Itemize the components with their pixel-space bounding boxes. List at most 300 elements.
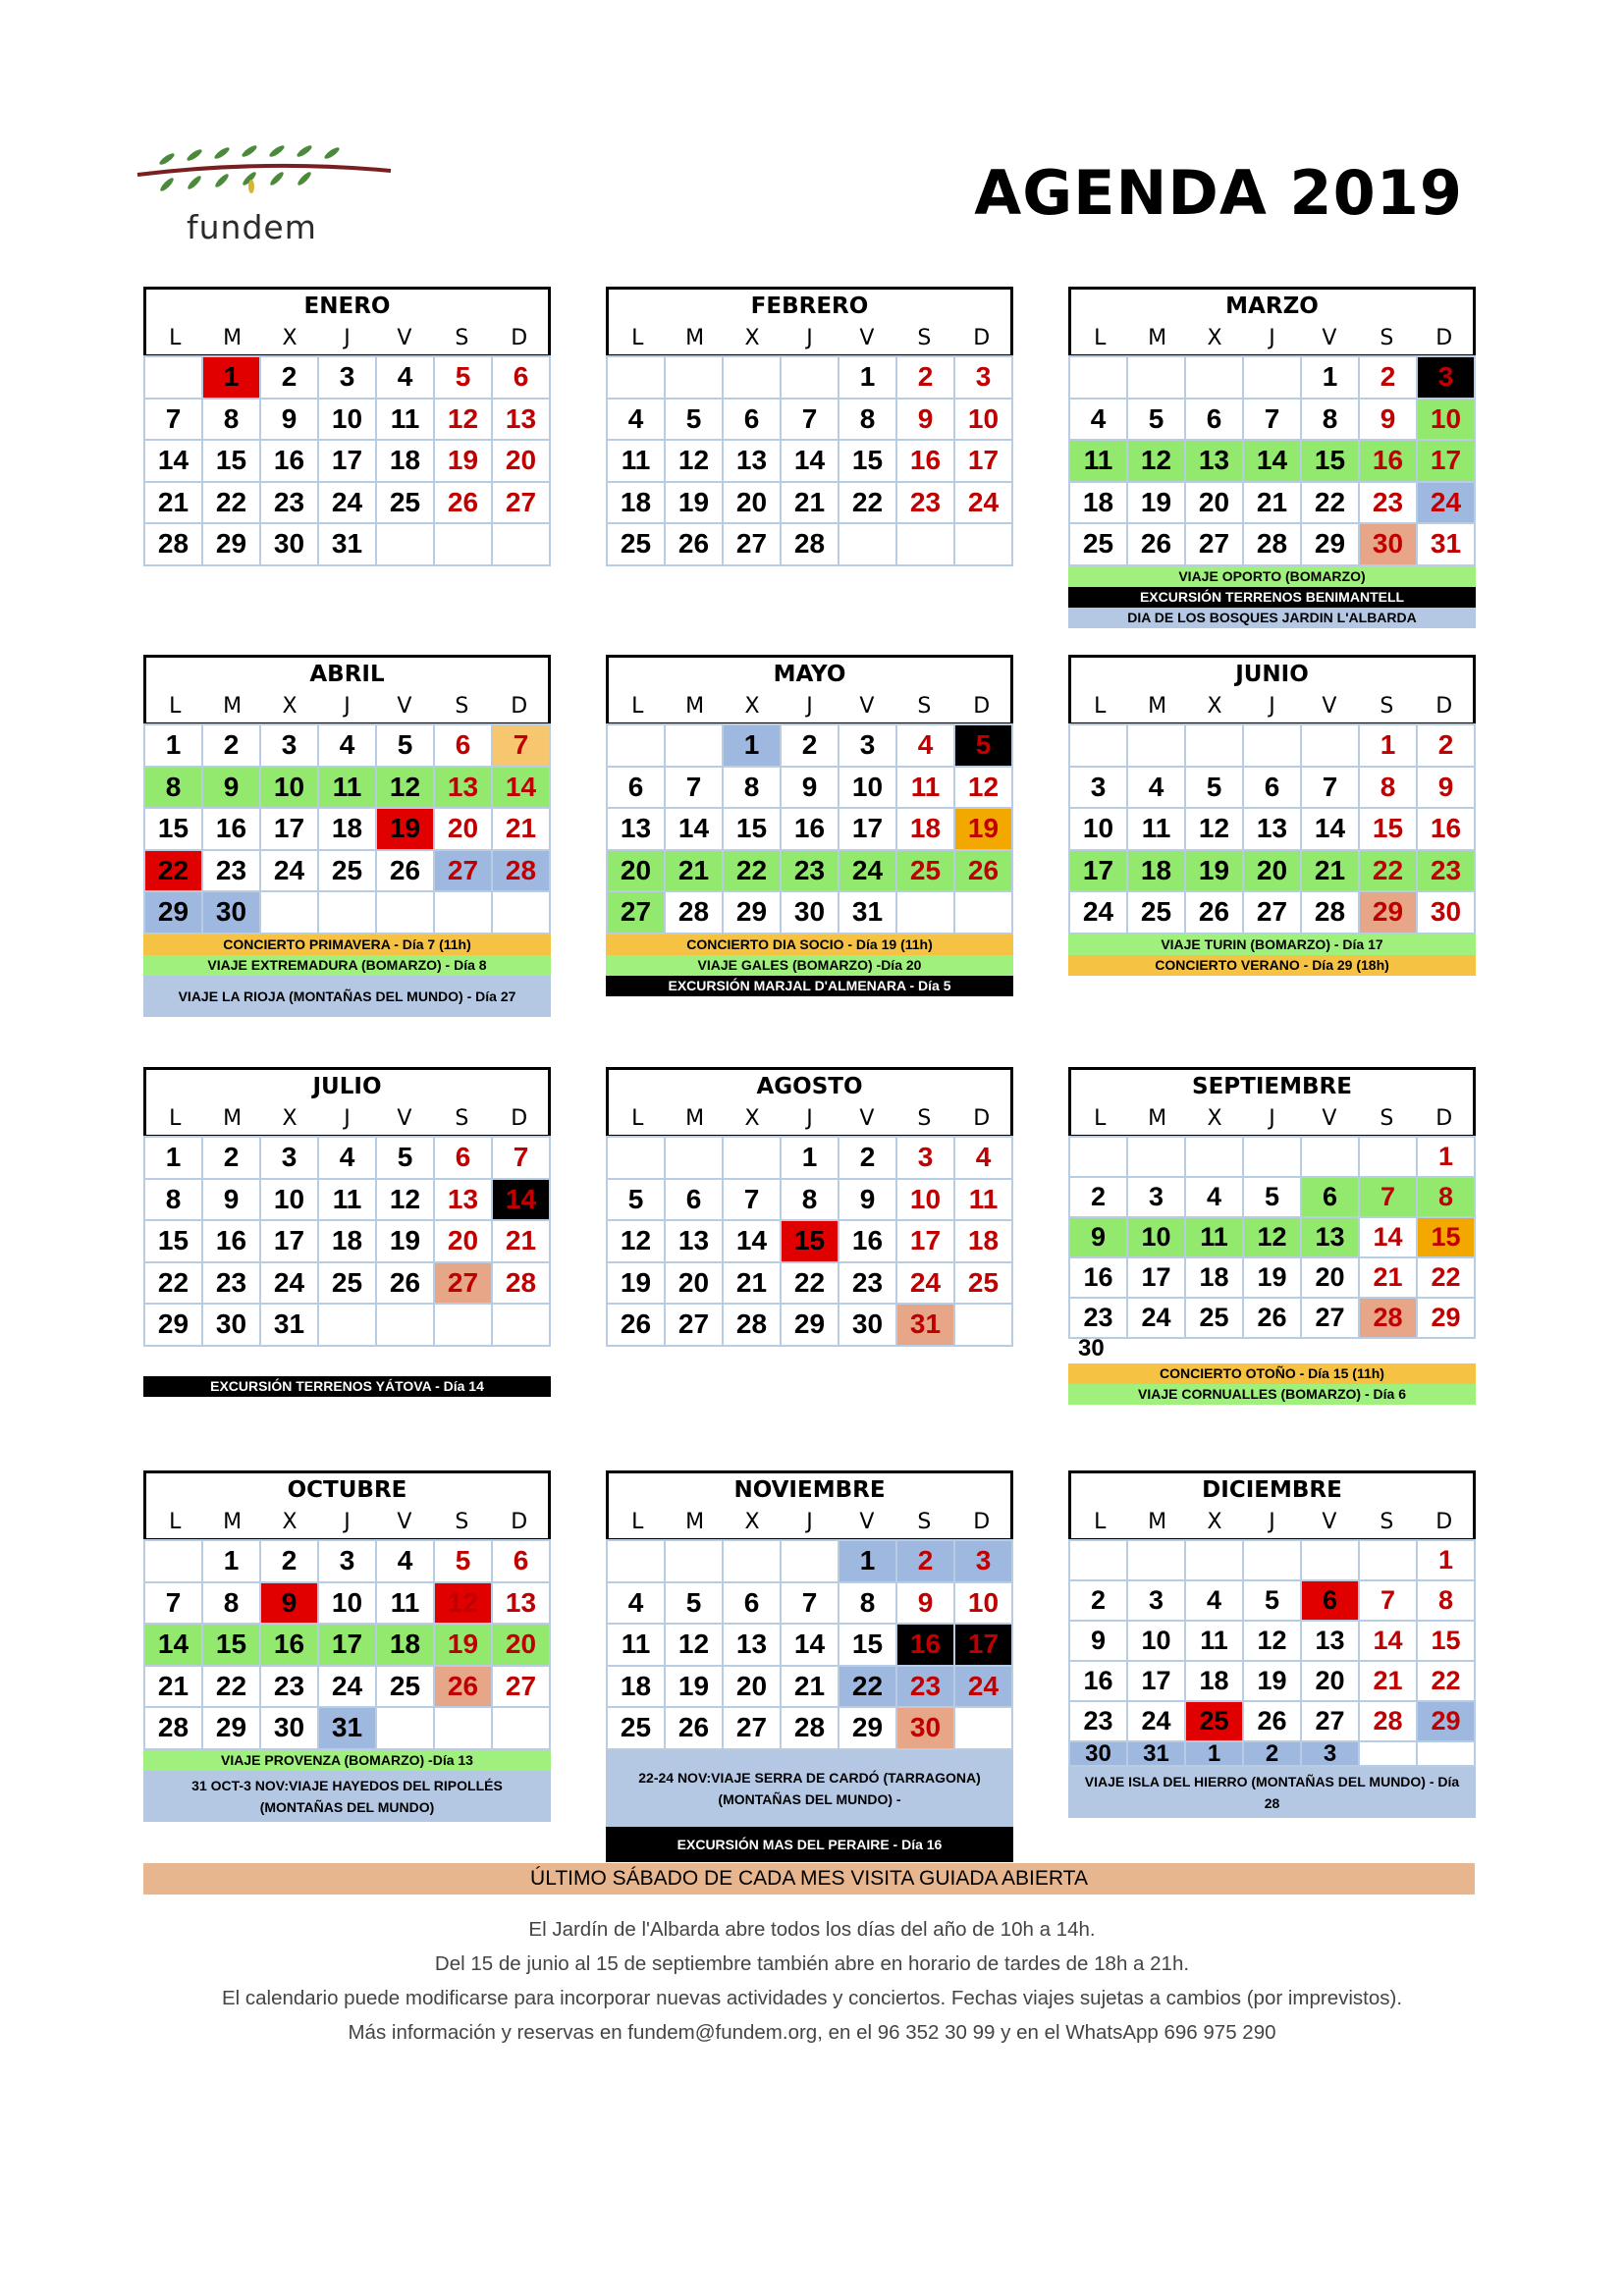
day-cell: 25 bbox=[1068, 522, 1128, 566]
week-row bbox=[1068, 1662, 1476, 1702]
weekday-sun: D bbox=[1435, 1106, 1453, 1131]
weekday-sun: D bbox=[973, 326, 991, 350]
day-cell: 22 bbox=[201, 1665, 261, 1709]
day-cell: 14 bbox=[143, 1623, 203, 1667]
day-cell: 23 bbox=[201, 1261, 261, 1306]
day-cell: 12 bbox=[1242, 1620, 1302, 1662]
day-cell: 8 bbox=[1358, 766, 1418, 810]
event-note: CONCIERTO DIA SOCIO - Día 19 (11h) bbox=[606, 934, 1013, 955]
day-cell: 11 bbox=[606, 1623, 666, 1667]
footer-line: El Jardín de l'Albarda abre todos los días del año de 10h a 14h. bbox=[528, 1918, 1096, 1941]
day-cell: 1 bbox=[780, 1136, 839, 1180]
month-title: ENERO bbox=[143, 287, 551, 322]
day-cell: 21 bbox=[491, 1219, 551, 1263]
day-cell: 6 bbox=[1184, 398, 1244, 442]
weekday-fri: V bbox=[1322, 1510, 1337, 1534]
week-row bbox=[606, 809, 1013, 851]
empty-cell bbox=[664, 1136, 724, 1180]
week-row bbox=[1068, 1742, 1476, 1767]
weekday-sat: S bbox=[1380, 1510, 1394, 1534]
empty-cell bbox=[838, 522, 897, 566]
empty-cell bbox=[722, 355, 782, 400]
day-cell: 11 bbox=[1126, 807, 1186, 851]
event-note: 22-24 NOV:VIAJE SERRA DE CARDÓ (TARRAGONA) (MONTAÑAS DEL MUNDO) - bbox=[606, 1750, 1013, 1827]
month-junio bbox=[1068, 655, 1476, 976]
day-cell: 3 bbox=[259, 723, 319, 768]
empty-cell bbox=[1068, 723, 1128, 768]
empty-cell bbox=[375, 1706, 435, 1750]
day-cell: 6 bbox=[1300, 1176, 1360, 1218]
day-cell: 28 bbox=[143, 1706, 203, 1750]
weekday-thu: J bbox=[344, 1106, 351, 1131]
day-cell: 27 bbox=[1242, 890, 1302, 934]
footer-line: El calendario puede modificarse para incorporar nuevas actividades y conciertos. Fechas viajes sujetas a cambios (por imprevistos). bbox=[221, 1987, 1403, 2009]
day-cell: 1 bbox=[838, 355, 897, 400]
weekday-header bbox=[1068, 322, 1476, 357]
day-cell: 26 bbox=[664, 1706, 724, 1750]
day-cell: 21 bbox=[1300, 849, 1360, 893]
day-cell: 2 bbox=[201, 1136, 261, 1180]
day-cell: 6 bbox=[664, 1178, 724, 1222]
week-row bbox=[143, 851, 551, 893]
week-row bbox=[1068, 400, 1476, 442]
day-cell: 5 bbox=[433, 355, 493, 400]
day-cell: 19 bbox=[433, 439, 493, 483]
weekday-tue: M bbox=[223, 1106, 243, 1131]
day-cell: 1 bbox=[1358, 723, 1418, 768]
day-cell: 14 bbox=[491, 766, 551, 810]
day-cell: 4 bbox=[606, 398, 666, 442]
weekday-wed: X bbox=[1207, 1106, 1222, 1131]
day-cell: 24 bbox=[317, 1665, 377, 1709]
weekday-sat: S bbox=[1380, 326, 1394, 350]
day-cell: 27 bbox=[606, 890, 666, 934]
guided-visit-banner: ÚLTIMO SÁBADO DE CADA MES VISITA GUIADA ABIERTA bbox=[143, 1863, 1475, 1895]
day-cell: 19 bbox=[1242, 1256, 1302, 1299]
day-cell: 11 bbox=[1184, 1620, 1244, 1662]
day-cell: 23 bbox=[1416, 849, 1476, 893]
day-cell: 19 bbox=[606, 1261, 666, 1306]
day-cell: 9 bbox=[895, 398, 955, 442]
day-cell: 20 bbox=[722, 1665, 782, 1709]
empty-cell bbox=[1242, 1136, 1302, 1178]
empty-cell bbox=[1242, 723, 1302, 768]
day-cell: 27 bbox=[433, 849, 493, 893]
day-cell: 7 bbox=[1358, 1579, 1418, 1622]
event-note: EXCURSIÓN TERRENOS YÁTOVA - Día 14 bbox=[143, 1376, 551, 1397]
empty-cell bbox=[1416, 1740, 1476, 1767]
day-cell: 25 bbox=[1126, 890, 1186, 934]
weekday-header bbox=[1068, 1102, 1476, 1138]
day-cell: 7 bbox=[491, 1136, 551, 1180]
day-cell: 28 bbox=[780, 522, 839, 566]
day-cell: 16 bbox=[895, 1623, 955, 1667]
day-cell: 23 bbox=[259, 1665, 319, 1709]
week-row bbox=[143, 1138, 551, 1180]
day-cell: 28 bbox=[780, 1706, 839, 1750]
day-cell: 17 bbox=[895, 1219, 955, 1263]
day-cell: 13 bbox=[1300, 1216, 1360, 1258]
weekday-mon: L bbox=[631, 1510, 644, 1534]
week-row bbox=[143, 768, 551, 810]
empty-cell bbox=[433, 1303, 493, 1347]
week-row bbox=[1068, 1335, 1476, 1363]
week-row bbox=[606, 1221, 1013, 1263]
month-title: NOVIEMBRE bbox=[606, 1470, 1013, 1506]
day-cell: 5 bbox=[375, 723, 435, 768]
weekday-fri: V bbox=[1322, 326, 1337, 350]
month-octubre bbox=[143, 1470, 551, 1822]
day-cell: 18 bbox=[953, 1219, 1013, 1263]
day-cell: 4 bbox=[895, 723, 955, 768]
day-cell: 16 bbox=[895, 439, 955, 483]
day-cell: 1 bbox=[143, 723, 203, 768]
month-title: OCTUBRE bbox=[143, 1470, 551, 1506]
day-cell: 3 bbox=[895, 1136, 955, 1180]
day-cell: 3 bbox=[1300, 1740, 1360, 1767]
empty-cell bbox=[780, 1539, 839, 1583]
day-cell: 22 bbox=[1300, 481, 1360, 525]
day-cell: 14 bbox=[143, 439, 203, 483]
day-cell: 17 bbox=[317, 1623, 377, 1667]
day-cell: 29 bbox=[780, 1303, 839, 1347]
day-cell: 6 bbox=[491, 1539, 551, 1583]
day-cell: 18 bbox=[1184, 1256, 1244, 1299]
day-cell: 18 bbox=[375, 1623, 435, 1667]
day-cell: 30 bbox=[259, 1706, 319, 1750]
empty-cell bbox=[433, 522, 493, 566]
day-cell: 5 bbox=[375, 1136, 435, 1180]
day-cell: 10 bbox=[895, 1178, 955, 1222]
empty-cell bbox=[1184, 723, 1244, 768]
day-cell: 16 bbox=[201, 807, 261, 851]
weekday-sun: D bbox=[973, 1106, 991, 1131]
day-cell: 9 bbox=[1416, 766, 1476, 810]
day-cell: 10 bbox=[1068, 807, 1128, 851]
weekday-tue: M bbox=[223, 326, 243, 350]
weekday-tue: M bbox=[1148, 1510, 1167, 1534]
day-cell: 5 bbox=[1242, 1176, 1302, 1218]
day-cell: 28 bbox=[491, 849, 551, 893]
empty-cell bbox=[953, 890, 1013, 934]
day-cell: 3 bbox=[953, 355, 1013, 400]
weekday-fri: V bbox=[859, 1106, 875, 1131]
day-cell: 8 bbox=[201, 398, 261, 442]
day-cell: 2 bbox=[895, 1539, 955, 1583]
weekday-wed: X bbox=[744, 326, 760, 350]
day-cell: 18 bbox=[1184, 1660, 1244, 1702]
day-cell: 10 bbox=[953, 1581, 1013, 1626]
month-febrero bbox=[606, 287, 1013, 566]
day-cell: 23 bbox=[201, 849, 261, 893]
day-cell: 17 bbox=[1068, 849, 1128, 893]
month-title: DICIEMBRE bbox=[1068, 1470, 1476, 1506]
day-cell: 30 bbox=[838, 1303, 897, 1347]
weekday-sat: S bbox=[455, 694, 469, 719]
month-title: JUNIO bbox=[1068, 655, 1476, 690]
week-row bbox=[143, 357, 551, 400]
event-note: VIAJE ISLA DEL HIERRO (MONTAÑAS DEL MUNDO) - Día 28 bbox=[1068, 1767, 1476, 1818]
weekday-thu: J bbox=[344, 1510, 351, 1534]
day-cell: 14 bbox=[664, 807, 724, 851]
week-row bbox=[143, 892, 551, 934]
day-cell: 18 bbox=[1068, 481, 1128, 525]
day-cell: 28 bbox=[722, 1303, 782, 1347]
weekday-sat: S bbox=[455, 1510, 469, 1534]
day-cell: 2 bbox=[1416, 723, 1476, 768]
day-cell: 13 bbox=[1184, 439, 1244, 483]
day-cell: 8 bbox=[1300, 398, 1360, 442]
weekday-thu: J bbox=[806, 1106, 813, 1131]
day-cell: 23 bbox=[780, 849, 839, 893]
month-abril bbox=[143, 655, 551, 1017]
page-title: AGENDA 2019 bbox=[974, 157, 1463, 229]
day-cell: 19 bbox=[1126, 481, 1186, 525]
event-note: CONCIERTO VERANO - Día 29 (18h) bbox=[1068, 955, 1476, 976]
day-cell: 2 bbox=[1068, 1176, 1128, 1218]
week-row bbox=[606, 1583, 1013, 1626]
day-cell: 16 bbox=[838, 1219, 897, 1263]
day-cell: 1 bbox=[201, 1539, 261, 1583]
week-row bbox=[606, 357, 1013, 400]
empty-cell bbox=[895, 890, 955, 934]
weekday-sun: D bbox=[1435, 326, 1453, 350]
month-diciembre bbox=[1068, 1470, 1476, 1818]
day-cell: 14 bbox=[1242, 439, 1302, 483]
day-cell: 2 bbox=[259, 1539, 319, 1583]
week-row bbox=[606, 851, 1013, 893]
day-cell: 30 bbox=[1078, 1335, 1105, 1362]
day-cell: 17 bbox=[1126, 1256, 1186, 1299]
week-row bbox=[606, 1263, 1013, 1306]
week-row bbox=[143, 1263, 551, 1306]
day-cell: 23 bbox=[259, 481, 319, 525]
day-cell: 6 bbox=[1300, 1579, 1360, 1622]
day-cell: 25 bbox=[953, 1261, 1013, 1306]
day-cell: 29 bbox=[1416, 1700, 1476, 1742]
day-cell: 8 bbox=[143, 766, 203, 810]
empty-cell bbox=[1184, 355, 1244, 400]
week-row bbox=[606, 1625, 1013, 1667]
day-cell: 19 bbox=[433, 1623, 493, 1667]
day-cell: 18 bbox=[895, 807, 955, 851]
day-cell: 13 bbox=[1242, 807, 1302, 851]
day-cell: 20 bbox=[1184, 481, 1244, 525]
day-cell: 5 bbox=[1126, 398, 1186, 442]
empty-cell bbox=[606, 355, 666, 400]
day-cell: 14 bbox=[491, 1178, 551, 1222]
day-cell: 21 bbox=[780, 481, 839, 525]
day-cell: 8 bbox=[143, 1178, 203, 1222]
empty-cell bbox=[1126, 723, 1186, 768]
day-cell: 25 bbox=[375, 481, 435, 525]
day-cell: 26 bbox=[1126, 522, 1186, 566]
day-cell: 13 bbox=[722, 1623, 782, 1667]
day-cell: 2 bbox=[1242, 1740, 1302, 1767]
day-cell: 29 bbox=[201, 1706, 261, 1750]
day-cell: 16 bbox=[1068, 1256, 1128, 1299]
day-cell: 29 bbox=[1358, 890, 1418, 934]
day-cell: 10 bbox=[317, 1581, 377, 1626]
weekday-thu: J bbox=[806, 694, 813, 719]
day-cell: 24 bbox=[838, 849, 897, 893]
day-cell: 27 bbox=[1300, 1700, 1360, 1742]
day-cell: 8 bbox=[838, 1581, 897, 1626]
week-row bbox=[1068, 1581, 1476, 1622]
weekday-sun: D bbox=[1435, 694, 1453, 719]
day-cell: 14 bbox=[780, 439, 839, 483]
day-cell: 11 bbox=[375, 398, 435, 442]
day-cell: 12 bbox=[1126, 439, 1186, 483]
empty-cell bbox=[780, 355, 839, 400]
day-cell: 7 bbox=[664, 766, 724, 810]
day-cell: 9 bbox=[259, 398, 319, 442]
day-cell: 24 bbox=[953, 1665, 1013, 1709]
weekday-wed: X bbox=[1207, 1510, 1222, 1534]
weekday-sun: D bbox=[973, 694, 991, 719]
weekday-header bbox=[1068, 1506, 1476, 1541]
day-cell: 19 bbox=[664, 481, 724, 525]
day-cell: 1 bbox=[201, 355, 261, 400]
month-title: JULIO bbox=[143, 1067, 551, 1102]
weekday-sat: S bbox=[455, 1106, 469, 1131]
day-cell: 2 bbox=[201, 723, 261, 768]
weekday-fri: V bbox=[397, 326, 412, 350]
empty-cell bbox=[375, 522, 435, 566]
day-cell: 18 bbox=[1126, 849, 1186, 893]
month-noviembre bbox=[606, 1470, 1013, 1862]
week-row bbox=[1068, 1138, 1476, 1178]
day-cell: 31 bbox=[317, 522, 377, 566]
day-cell: 31 bbox=[259, 1303, 319, 1347]
day-cell: 26 bbox=[433, 1665, 493, 1709]
day-cell: 12 bbox=[1184, 807, 1244, 851]
day-cell: 5 bbox=[953, 723, 1013, 768]
weekday-mon: L bbox=[1094, 326, 1107, 350]
day-cell: 12 bbox=[433, 398, 493, 442]
week-row bbox=[1068, 1541, 1476, 1581]
day-cell: 22 bbox=[1358, 849, 1418, 893]
empty-cell bbox=[1126, 1136, 1186, 1178]
day-cell: 31 bbox=[1126, 1740, 1186, 1767]
day-cell: 21 bbox=[1242, 481, 1302, 525]
empty-cell bbox=[1242, 355, 1302, 400]
day-cell: 9 bbox=[201, 766, 261, 810]
day-cell: 15 bbox=[143, 807, 203, 851]
week-row bbox=[143, 441, 551, 483]
day-cell: 27 bbox=[1184, 522, 1244, 566]
weekday-tue: M bbox=[685, 694, 705, 719]
day-cell: 17 bbox=[1126, 1660, 1186, 1702]
weekday-sun: D bbox=[511, 694, 528, 719]
weekday-fri: V bbox=[397, 694, 412, 719]
weekday-sat: S bbox=[455, 326, 469, 350]
day-cell: 15 bbox=[722, 807, 782, 851]
day-cell: 19 bbox=[375, 1219, 435, 1263]
day-cell: 17 bbox=[953, 1623, 1013, 1667]
empty-cell bbox=[143, 355, 203, 400]
day-cell: 2 bbox=[895, 355, 955, 400]
weekday-header bbox=[606, 1506, 1013, 1541]
day-cell: 31 bbox=[895, 1303, 955, 1347]
day-cell: 8 bbox=[201, 1581, 261, 1626]
day-cell: 20 bbox=[722, 481, 782, 525]
empty-cell bbox=[317, 890, 377, 934]
day-cell: 20 bbox=[1242, 849, 1302, 893]
weekday-tue: M bbox=[223, 694, 243, 719]
week-row bbox=[143, 1221, 551, 1263]
month-title: AGOSTO bbox=[606, 1067, 1013, 1102]
day-cell: 23 bbox=[1068, 1297, 1128, 1339]
empty-cell bbox=[1068, 1539, 1128, 1581]
month-agosto bbox=[606, 1067, 1013, 1347]
day-cell: 28 bbox=[1242, 522, 1302, 566]
weekday-thu: J bbox=[1269, 1106, 1275, 1131]
week-row bbox=[143, 1180, 551, 1222]
week-row bbox=[1068, 892, 1476, 934]
day-cell: 15 bbox=[1416, 1216, 1476, 1258]
day-cell: 13 bbox=[1300, 1620, 1360, 1662]
day-cell: 9 bbox=[1358, 398, 1418, 442]
weekday-header bbox=[606, 322, 1013, 357]
weekday-tue: M bbox=[223, 1510, 243, 1534]
weekday-wed: X bbox=[1207, 326, 1222, 350]
week-row bbox=[143, 1625, 551, 1667]
day-cell: 31 bbox=[838, 890, 897, 934]
day-cell: 26 bbox=[433, 481, 493, 525]
month-title: MARZO bbox=[1068, 287, 1476, 322]
day-cell: 18 bbox=[375, 439, 435, 483]
day-cell: 14 bbox=[722, 1219, 782, 1263]
day-cell: 11 bbox=[317, 1178, 377, 1222]
event-note: VIAJE PROVENZA (BOMARZO) -Día 13 bbox=[143, 1750, 551, 1771]
empty-cell bbox=[1358, 1539, 1418, 1581]
day-cell: 2 bbox=[780, 723, 839, 768]
weekday-tue: M bbox=[685, 326, 705, 350]
day-cell: 12 bbox=[664, 439, 724, 483]
week-row bbox=[606, 1667, 1013, 1709]
day-cell: 11 bbox=[317, 766, 377, 810]
weekday-sun: D bbox=[1435, 1510, 1453, 1534]
day-cell: 7 bbox=[143, 1581, 203, 1626]
event-note: VIAJE TURIN (BOMARZO) - Día 17 bbox=[1068, 934, 1476, 955]
weekday-header bbox=[606, 690, 1013, 725]
empty-cell bbox=[1068, 1136, 1128, 1178]
day-cell: 30 bbox=[780, 890, 839, 934]
weekday-header bbox=[143, 1506, 551, 1541]
day-cell: 22 bbox=[780, 1261, 839, 1306]
week-row bbox=[143, 1541, 551, 1583]
empty-cell bbox=[895, 522, 955, 566]
day-cell: 4 bbox=[317, 1136, 377, 1180]
day-cell: 12 bbox=[606, 1219, 666, 1263]
weekday-fri: V bbox=[1322, 1106, 1337, 1131]
empty-cell bbox=[722, 1136, 782, 1180]
day-cell: 26 bbox=[1184, 890, 1244, 934]
day-cell: 16 bbox=[259, 1623, 319, 1667]
month-julio bbox=[143, 1067, 551, 1397]
day-cell: 11 bbox=[1184, 1216, 1244, 1258]
day-cell: 15 bbox=[1300, 439, 1360, 483]
day-cell: 3 bbox=[1416, 355, 1476, 400]
day-cell: 28 bbox=[664, 890, 724, 934]
day-cell: 30 bbox=[259, 522, 319, 566]
day-cell: 1 bbox=[1416, 1136, 1476, 1178]
weekday-wed: X bbox=[282, 694, 298, 719]
day-cell: 3 bbox=[1126, 1579, 1186, 1622]
weekday-sun: D bbox=[511, 326, 528, 350]
day-cell: 28 bbox=[491, 1261, 551, 1306]
